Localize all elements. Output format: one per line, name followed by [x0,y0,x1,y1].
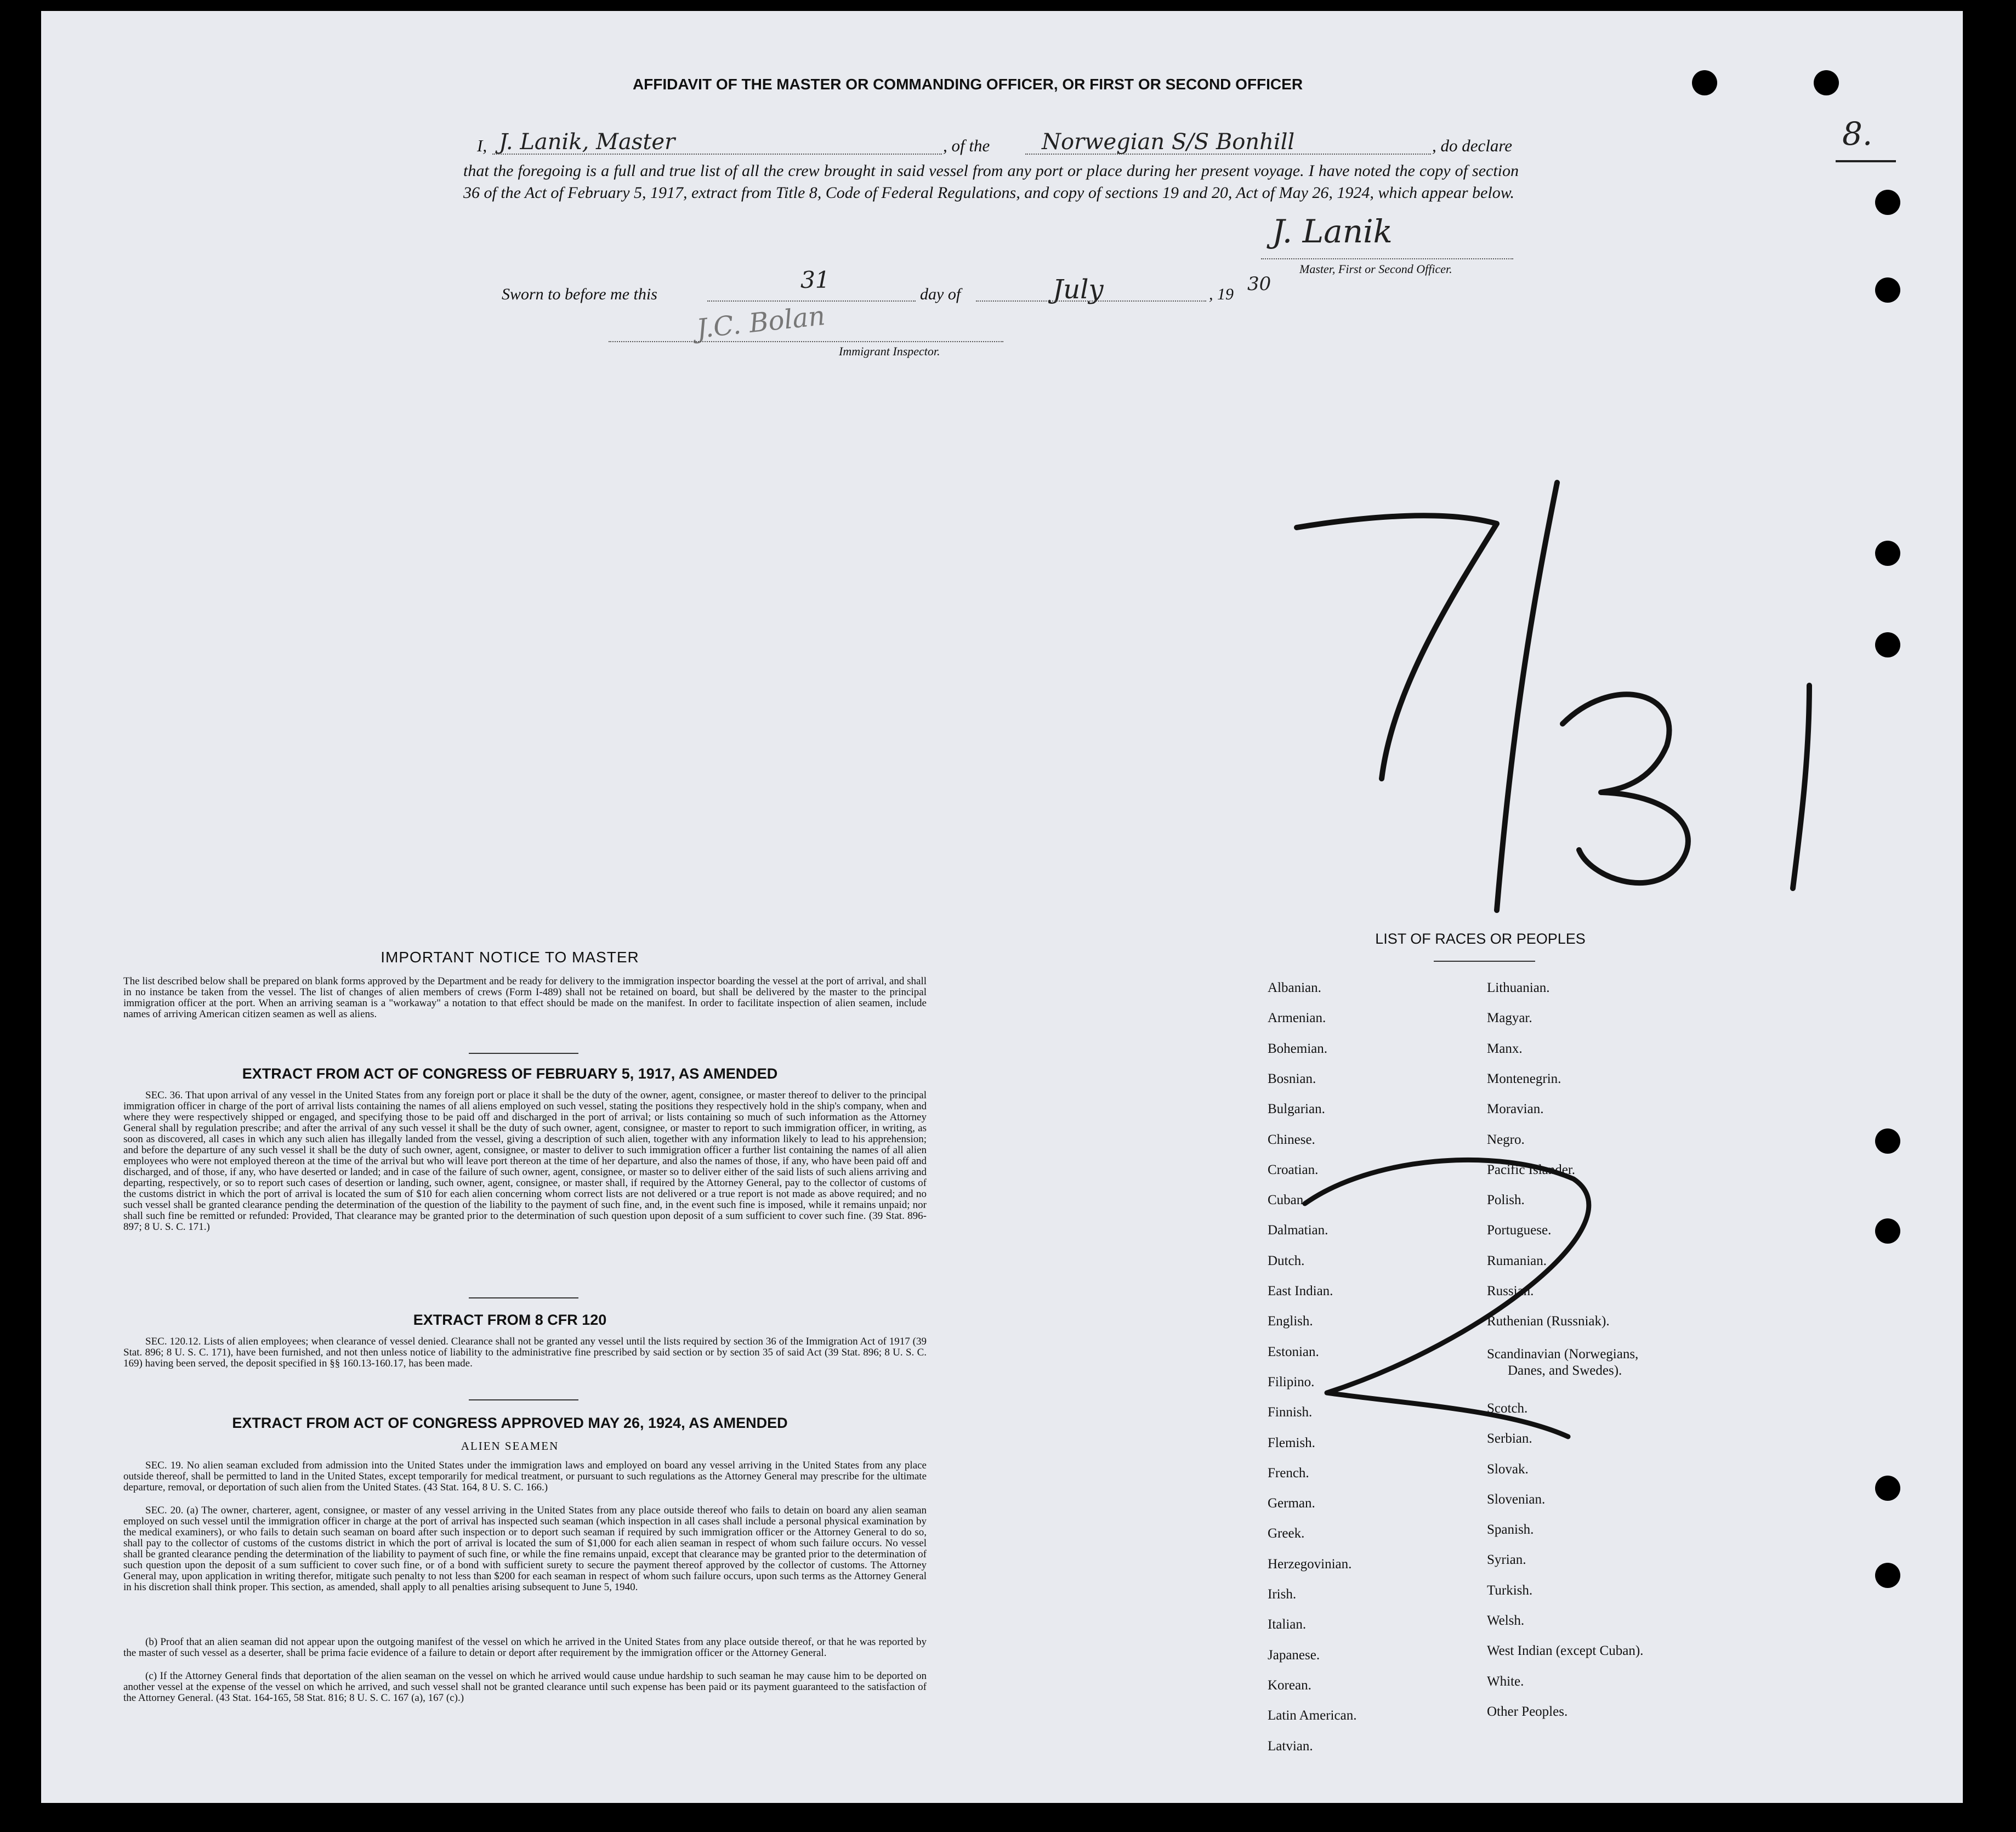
race-item: Slovak. [1487,1461,1529,1477]
master-signature: J. Lanik [1272,213,1393,250]
do-declare-label: , do declare [1432,136,1513,155]
sworn-prefix: Sworn to before me this [502,285,657,303]
race-item: French. [1268,1465,1309,1481]
extract-1924-sec20b: (b) Proof that an alien seaman did not appear upon the outgoing manifest of the vessel on which he arrived in the United States from any place outside thereof, or that he was reported by the master of such vessel as a deserter, shall be prima facie evidence of a failure to detain or deport after requirement by the immigration officer or the Attorney General. [123,1636,927,1659]
race-item: Rumanian. [1487,1253,1547,1268]
race-item: Italian. [1268,1617,1307,1632]
sworn-month-handwritten: July [1053,274,1104,305]
race-item: English. [1268,1314,1313,1329]
race-item: Danes, and Swedes). [1508,1363,1622,1378]
extract-1924-title: EXTRACT FROM ACT OF CONGRESS APPROVED MAY 26, 1924, AS AMENDED [232,1415,788,1431]
race-item: Polish. [1487,1193,1525,1208]
race-item: White. [1487,1674,1524,1689]
of-the-label: , of the [943,136,990,155]
race-item: Cuban. [1268,1193,1307,1208]
pencil-stroke-one [1793,685,1809,888]
race-item: West Indian (except Cuban). [1487,1643,1644,1659]
page-number-annotation: 8. [1842,115,1873,152]
race-item: Bosnian. [1268,1071,1316,1086]
extract-1917-divider [469,1297,578,1298]
sworn-year-prefix: , 19 [1209,285,1234,303]
race-item: Moravian. [1487,1102,1544,1117]
race-item: Latvian. [1268,1738,1313,1754]
extract-cfr-body: SEC. 120.12. Lists of alien employees; when clearance of vessel denied. Clearance shall not be granted any vessel until the lists required by section 36 of the Immigration Act of 1917 (39 Stat. 896; 8 U. S. C. 171), have been furnished, and not then unless notice of liability to the administrative fine prescribed by said section or by section 35 of said Act (39 Stat. 896; 8 U. S. C. 169) having been served, the deposit specified in §§ 160.13-160.17, has been made. [123,1336,927,1369]
race-item: Other Peoples. [1487,1704,1568,1719]
race-item: Serbian. [1487,1431,1532,1447]
race-item: Scotch. [1487,1400,1528,1416]
race-item: Albanian. [1268,980,1321,995]
pencil-stroke-two [1305,1160,1589,1437]
pencil-stroke-slash [1497,483,1557,910]
race-item: Montenegrin. [1487,1071,1561,1086]
extract-cfr-divider [469,1399,578,1400]
master-signature-caption: Master, First or Second Officer. [1299,262,1452,276]
extract-1917-title: EXTRACT FROM ACT OF CONGRESS OF FEBRUARY 5, 1917, AS AMENDED [242,1065,778,1082]
race-item: Chinese. [1268,1132,1315,1147]
race-item: Spanish. [1487,1522,1534,1538]
race-item: Irish. [1268,1587,1297,1602]
race-item: Herzegovinian. [1268,1556,1352,1572]
race-item: Scandinavian (Norwegians, [1487,1346,1639,1362]
race-item: Magyar. [1487,1011,1532,1026]
extract-1917-body: SEC. 36. That upon arrival of any vessel in the United States from any foreign port or place it shall be the duty of the owner, agent, consignee, or master thereof to deliver to the principal immigration officer in charge of the port of arrival lists containing the names of all aliens employed on such vessel, stating the positions they respectively hold in the ship's company, when and where they were respectively shipped or engaged, and specifying those to be paid off and discharged in the port of arrival; or lists containing so much of such information as the Attorney General shall by regulation prescribe; and after the arrival of any such vessel it shall be the duty of such owner, agent, consignee, or master to report to such immigration officer, in writing, as soon as discovered, all cases in which any such alien has illegally landed from the vessel, giving a description of such alien, together with any information likely to lead to his apprehension; and before the departure of any such vessel it shall be the duty of such owner, agent, consignee, or master to deliver to such immigration officer a further list containing the names of all alien employees who were not employed thereon at the time of the arrival but who will leave port thereon at the time of her departure, and also the names of those, if any, who have been paid off and discharged, and of those, if any, who have deserted or landed; and in case of the failure of such owner, agent, consignee, or master so to deliver either of the said lists of such aliens arriving and departing, respectively, or so to report such cases of desertion or landing, such owner, agent, consignee, or master shall, if required by the Attorney General, pay to the collector of customs of the customs district in which the port of arrival is located the sum of $10 for each alien concerning whom correct lists are not delivered or a true report is not made as above required; and no such vessel shall be granted clearance pending the determination of the question of the liability to the payment of such fine, and, in the event such fine is imposed, while it remains unpaid; nor shall such fine be remitted or refunded: Provided, That clearance may be granted prior to the determination of such question upon deposit of a sum sufficient to cover such fine. (39 Stat. 896-897; 8 U. S. C. 171.) [123,1090,927,1233]
affidavit-body: that the foregoing is a full and true list of all the crew brought in said vessel from any port or place during her present voyage. I have noted the copy of section 36 of the Act of February 5, 1917, extract from Title 8, Code of Federal Regulations, and copy of sections 19 and 20, Act of May 26, 1924, which appear below. [463,162,1519,202]
races-title: LIST OF RACES OR PEOPLES [1375,931,1586,947]
notice-divider [469,1053,578,1054]
race-item: Flemish. [1268,1435,1315,1450]
race-item: Dutch. [1268,1253,1305,1268]
race-item: Portuguese. [1487,1223,1552,1238]
race-item: Japanese. [1268,1647,1320,1663]
vessel-name-handwritten: Norwegian S/S Bonhill [1042,129,1295,155]
race-item: Ruthenian (Russniak). [1487,1314,1610,1329]
inspector-caption: Immigrant Inspector. [839,344,940,358]
race-item: Finnish. [1268,1405,1313,1420]
race-item: Negro. [1487,1132,1525,1147]
notice-title: IMPORTANT NOTICE TO MASTER [381,949,639,966]
notice-body: The list described below shall be prepared on blank forms approved by the Department and be ready for delivery to the immigration inspector boarding the vessel at the port of arrival, and shall in no instance be taken from the vessel. The list of changes of alien members of crews (Form I-489) shall not be retained on board, but shall be delivered by the master to the principal immigration officer at the port. When an arriving seaman is a "workaway" a notation to that effect should be made on the manifest. In order to facilitate inspection of alien seamen, include names of arriving American citizen seamen as well as aliens. [123,975,927,1020]
race-item: Pacific Islander. [1487,1162,1576,1177]
race-item: Manx. [1487,1041,1523,1056]
sworn-day-of: day of [920,285,961,303]
declarant-prefix: I, [477,136,487,155]
race-item: Armenian. [1268,1011,1326,1026]
extract-1924-sec20a: SEC. 20. (a) The owner, charterer, agent, consignee, or master of any vessel arriving in the United States from any place outside thereof who fails to detain on board any alien seaman employed on such vessel until the immigration officer in charge at the port of arrival has inspected such seaman (which inspection in all cases shall include a personal physical examination by the medical examiners), or who fails to detain such seaman on board after such inspection or to deport such seaman if required by such immigration officer or the Attorney General to do so, shall pay to the collector of customs of the customs district in which the port of arrival is located the sum of $1,000 for each alien seaman in respect of whom such failure occurs. No vessel shall be granted clearance pending the determination of the liability to payment of such fine, or while the fine remains unpaid, except that clearance may be granted prior to the determination of such question upon the deposit of a sum sufficient to cover such fine, or of a bond with sufficient surety to secure the payment thereof approved by the collector of customs. The Attorney General may, upon application in writing therefor, mitigate such penalty to not less than $200 for each seaman in respect of whom such failure occurs, upon such terms as the Attorney General in his discretion shall think proper. This section, as amended, shall apply to all penalties arising subsequent to June 5, 1940. [123,1505,927,1593]
race-item: German. [1268,1496,1315,1511]
pencil-stroke-three [1563,694,1688,883]
race-item: Syrian. [1487,1552,1526,1568]
race-item: Welsh. [1487,1613,1525,1628]
race-item: Dalmatian. [1268,1223,1328,1238]
race-item: Bulgarian. [1268,1102,1325,1117]
race-item: Slovenian. [1487,1491,1546,1507]
race-item: Greek. [1268,1526,1305,1541]
race-item: Filipino. [1268,1374,1315,1389]
extract-1924-subtitle: ALIEN SEAMEN [461,1439,559,1453]
race-item: Turkish. [1487,1583,1533,1598]
declarant-name-handwritten: J. Lanik, Master [499,129,675,155]
race-item: East Indian. [1268,1284,1333,1298]
affidavit-title: AFFIDAVIT OF THE MASTER OR COMMANDING OFFICER, OR FIRST OR SECOND OFFICER [632,76,1303,93]
extract-1924-sec19: SEC. 19. No alien seaman excluded from admission into the United States under the immigration laws and employed on board any vessel arriving in the United States from any place outside thereof, shall be permitted to land in the United States, except temporarily for medical treatment, or pursuant to such regulations as the Attorney General may prescribe for the ultimate departure, removal, or deportation of such alien from the United States. (43 Stat. 164, 8 U. S. C. 166.) [123,1460,927,1493]
inspector-signature: J.C. Bolan [695,300,827,345]
race-item: Bohemian. [1268,1041,1328,1056]
race-item: Estonian. [1268,1344,1319,1359]
sworn-year-handwritten: 30 [1247,273,1271,295]
race-item: Russian. [1487,1284,1534,1298]
pencil-stroke-seven [1297,515,1497,779]
sworn-day-handwritten: 31 [800,266,830,293]
extract-cfr-title: EXTRACT FROM 8 CFR 120 [413,1312,607,1328]
race-item: Lithuanian. [1487,980,1550,995]
races-title-underline [1434,961,1535,962]
extract-1924-sec20c: (c) If the Attorney General finds that deportation of the alien seaman on the vessel on which he arrived would cause undue hardship to such seaman he may cause him to be deported on another vessel at the expense of the vessel on which he arrived, and such vessel shall not be granted clearance until such expense has been paid or its payment guaranteed to the satisfaction of the Attorney General. (43 Stat. 164-165, 58 Stat. 816; 8 U. S. C. 167 (a), 167 (c).) [123,1670,927,1704]
race-item: Korean. [1268,1677,1311,1693]
race-item: Latin American. [1268,1708,1357,1723]
race-item: Croatian. [1268,1162,1319,1177]
